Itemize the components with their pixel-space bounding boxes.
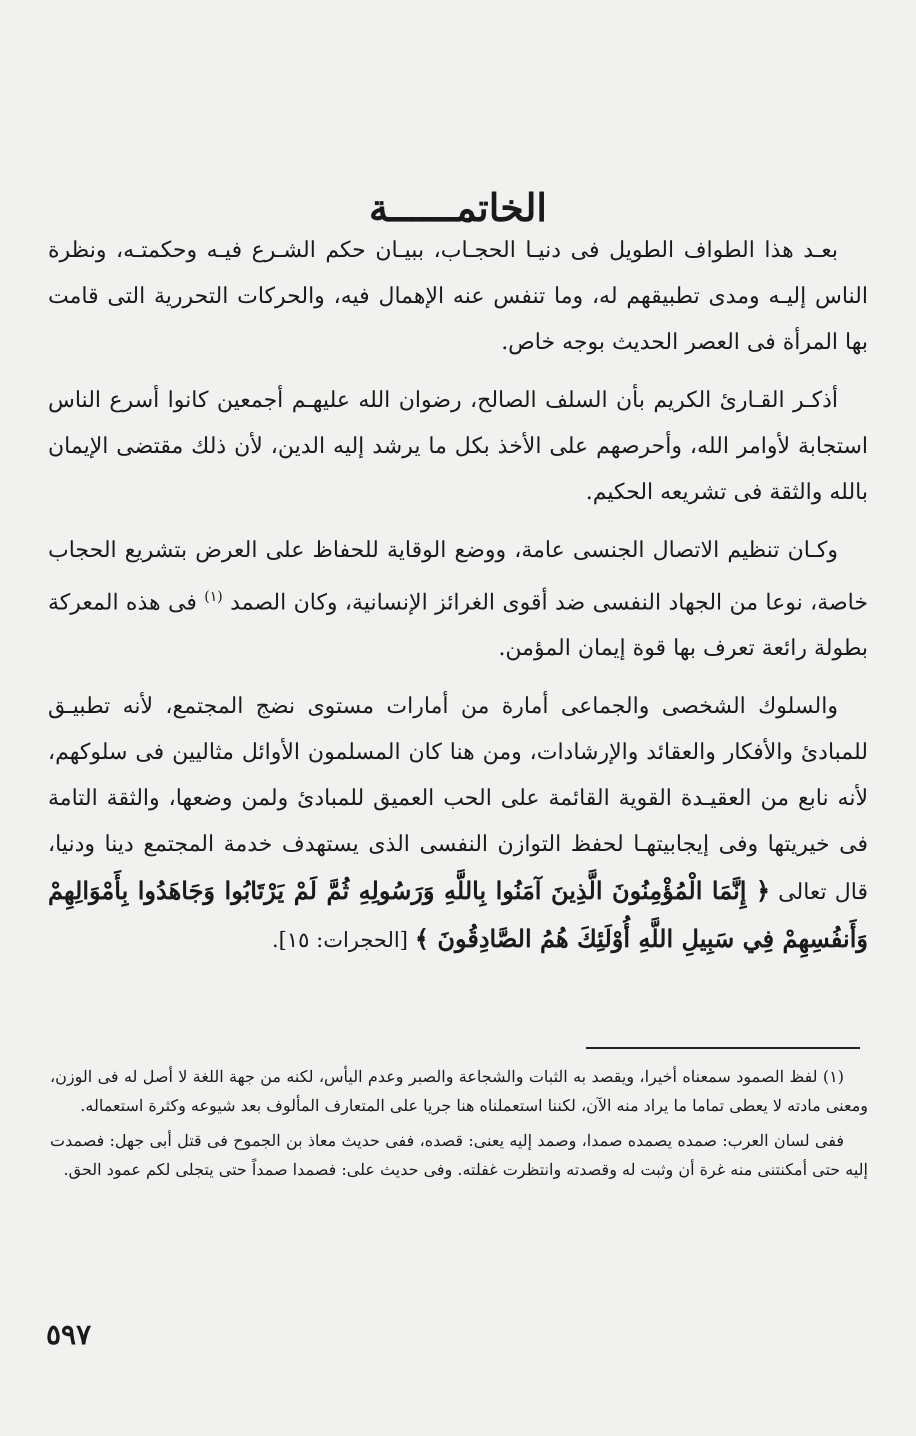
paragraph-3-end: فى هذه المعركة بطولة رائعة تعرف بها قوة إيمان المؤمن. xyxy=(48,590,868,662)
paragraph-4-text: والسلوك الشخصى والجماعى أمارة من أمارات مستوى نضج المجتمع، لأنه تطبيـق للمبادئ والأفكار والعقائد والإرشادات، ومن هنا كان المسلمون الأوائل مثاليين فى سلوكهم، لأنه نابع من العقيـدة القوية القائمة على الحب العميق للمبادئ ولمن وضعها، والثقة التامة فى خيريتها وفى إيجابيتهـا لحفظ التوازن النفسى الذى يستهدف خدمة المجتمع دينا ودنيا، قال تعالى xyxy=(48,694,869,906)
footnote-divider xyxy=(586,1047,860,1049)
page-number: ٥٩٧ xyxy=(46,1318,92,1351)
paragraph-3 xyxy=(48,528,868,672)
footnote-2: ففى لسان العرب: صمده يصمده صمدا، وصمد إليه يعنى: قصده، ففى حديث معاذ بن الجموح فى قتل أبى جهل: فصمدت إليه حتى أمكنتنى منه غرة أن وثبت له وقصدته وانتظرت غفلته. وفى حديث على: فصمدا صمداً حتى يتجلى لكم عمود الحق. xyxy=(50,1131,868,1179)
footnote-marker: (١) xyxy=(204,589,223,605)
paragraph-1: بعـد هذا الطواف الطويل فى دنيـا الحجـاب، ببيـان حكم الشـرع فيـه وحكمتـه، ونظرة الناس إليـه ومدى تطبيقهم له، وما تنفس عنه الإهمال فيه، والحركات التحررية التى قامت بها المرأة فى العصر الحديث بوجه خاص. xyxy=(48,238,868,355)
paragraph-4 xyxy=(48,684,868,964)
quran-verse: ﴿ إِنَّمَا الْمُؤْمِنُونَ الَّذِينَ آمَنُوا بِاللَّهِ وَرَسُولِهِ ثُمَّ لَمْ يَرْتَابُوا وَجَاهَدُوا بِأَمْوَالِهِمْ وَأَنفُسِهِمْ فِي سَبِيلِ اللَّهِ أُوْلَئِكَ هُمُ الصَّادِقُونَ ﴾ xyxy=(48,876,868,954)
chapter-title: الخاتمــــــة xyxy=(369,185,547,231)
main-text xyxy=(48,228,868,976)
paragraph-3-text: وكـان تنظيم الاتصال الجنسى عامة، ووضع الوقاية للحفاظ على العرض بتشريع الحجاب خاصة، نوعا من الجهاد النفسى ضد أقوى الغرائز الإنسانية، وكان الصمد xyxy=(48,538,868,616)
quran-reference: [الحجرات: ١٥]. xyxy=(272,928,408,953)
paragraph-2: أذكـر القـارئ الكريم بأن السلف الصالح، رضوان الله عليهـم أجمعين كانوا أسرع الناس استجابة لأوامر الله، وأحرصهم على الأخذ بكل ما يرشد إليه الدين، لأن ذلك مقتضى الإيمان بالله والثقة فى تشريعه الحكيم. xyxy=(48,388,868,505)
footnotes xyxy=(50,1062,868,1190)
footnote-1: (١) لفظ الصمود سمعناه أخيرا، ويقصد به الثبات والشجاعة والصبر وعدم اليأس، لكنه من جهة اللغة لا أصل له فى الوزن، ومعنى مادته لا يعطى تماما ما يراد منه الآن، لكننا استعملناه هنا جريا على المتعارف المألوف بعد شيوعه وكثرة استعماله. xyxy=(50,1067,868,1115)
